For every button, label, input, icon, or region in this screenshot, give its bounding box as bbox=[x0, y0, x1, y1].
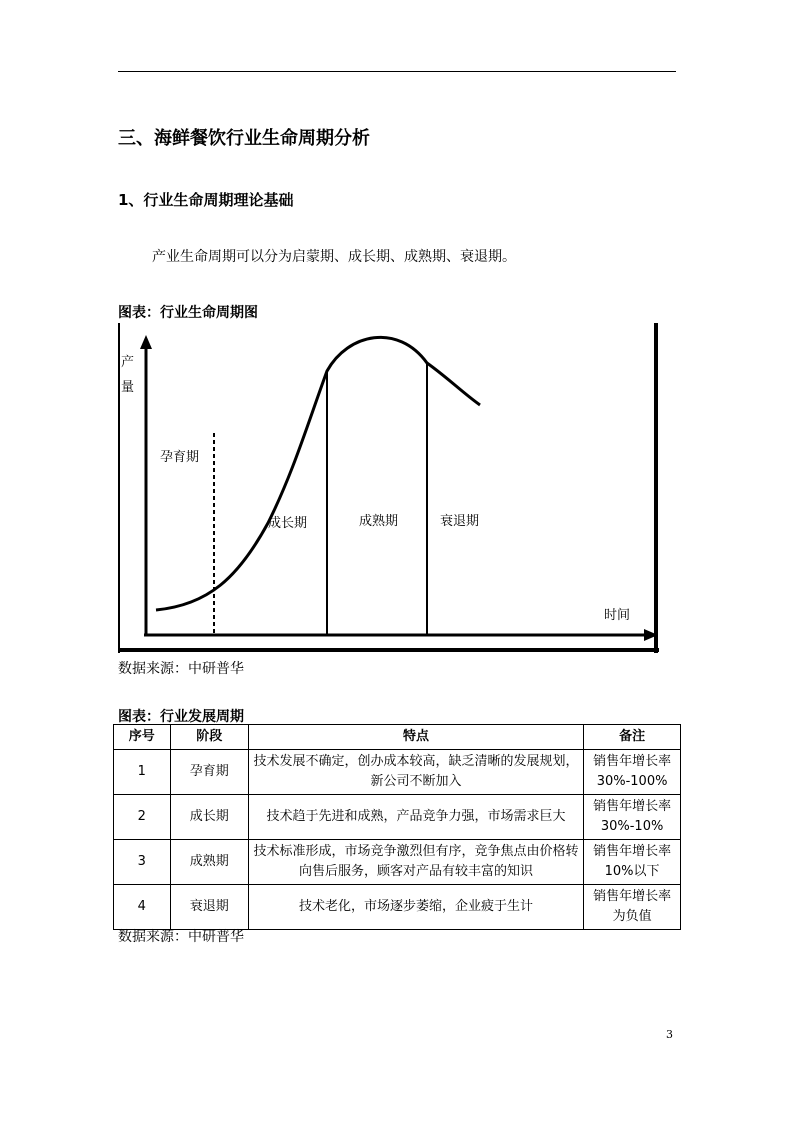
cycle-table bbox=[113, 724, 681, 930]
cell-stage: 孕育期 bbox=[170, 750, 248, 795]
cell-note: 销售年增长率30%-10% bbox=[584, 795, 681, 840]
stage-label-growth: 成长期 bbox=[268, 516, 308, 531]
y-axis-label-2: 量 bbox=[121, 380, 135, 395]
x-axis-label: 时间 bbox=[604, 608, 631, 623]
cell-stage: 成长期 bbox=[170, 795, 248, 840]
cell-index: 2 bbox=[114, 795, 171, 840]
cell-note: 销售年增长率为负值 bbox=[584, 885, 681, 930]
figure-title-lifecycle: 图表：行业生命周期图 bbox=[118, 305, 258, 321]
figure2-source: 数据来源：中研普华 bbox=[118, 929, 244, 945]
cell-feature: 技术老化，市场逐步萎缩，企业疲于生计 bbox=[248, 885, 583, 930]
cell-stage: 衰退期 bbox=[170, 885, 248, 930]
table-row bbox=[114, 840, 681, 885]
stage-label-incubation: 孕育期 bbox=[160, 450, 200, 465]
intro-paragraph: 产业生命周期可以分为启蒙期、成长期、成熟期、衰退期。 bbox=[152, 249, 516, 265]
cell-stage: 成熟期 bbox=[170, 840, 248, 885]
header-index: 序号 bbox=[114, 725, 171, 750]
cell-feature: 技术发展不确定，创办成本较高，缺乏清晰的发展规划，新公司不断加入 bbox=[248, 750, 583, 795]
y-axis-label-1: 产 bbox=[121, 355, 135, 370]
cell-note: 销售年增长率30%-100% bbox=[584, 750, 681, 795]
figure-title-cycle-table: 图表：行业发展周期 bbox=[118, 709, 244, 725]
page-number: 3 bbox=[666, 1028, 673, 1041]
cell-index: 4 bbox=[114, 885, 171, 930]
header-note: 备注 bbox=[584, 725, 681, 750]
lifecycle-chart bbox=[118, 323, 659, 653]
table-row bbox=[114, 750, 681, 795]
section-title: 三、海鲜餐饮行业生命周期分析 bbox=[118, 128, 370, 149]
subsection-title: 1、行业生命周期理论基础 bbox=[118, 191, 294, 209]
table-row bbox=[114, 885, 681, 930]
lifecycle-chart-svg bbox=[118, 323, 659, 653]
y-axis-arrow bbox=[140, 335, 152, 349]
cell-index: 1 bbox=[114, 750, 171, 795]
figure1-source: 数据来源：中研普华 bbox=[118, 661, 244, 677]
header-stage: 阶段 bbox=[170, 725, 248, 750]
lifecycle-curve bbox=[156, 337, 480, 610]
stage-label-decline: 衰退期 bbox=[440, 514, 480, 529]
table-header-row bbox=[114, 725, 681, 750]
cell-index: 3 bbox=[114, 840, 171, 885]
header-rule bbox=[118, 71, 676, 72]
stage-label-maturity: 成熟期 bbox=[359, 514, 399, 529]
table-row bbox=[114, 795, 681, 840]
cell-feature: 技术标准形成，市场竞争激烈但有序，竞争焦点由价格转向售后服务，顾客对产品有较丰富的知识 bbox=[248, 840, 583, 885]
header-feature: 特点 bbox=[248, 725, 583, 750]
cell-note: 销售年增长率10%以下 bbox=[584, 840, 681, 885]
cell-feature: 技术趋于先进和成熟，产品竞争力强，市场需求巨大 bbox=[248, 795, 583, 840]
